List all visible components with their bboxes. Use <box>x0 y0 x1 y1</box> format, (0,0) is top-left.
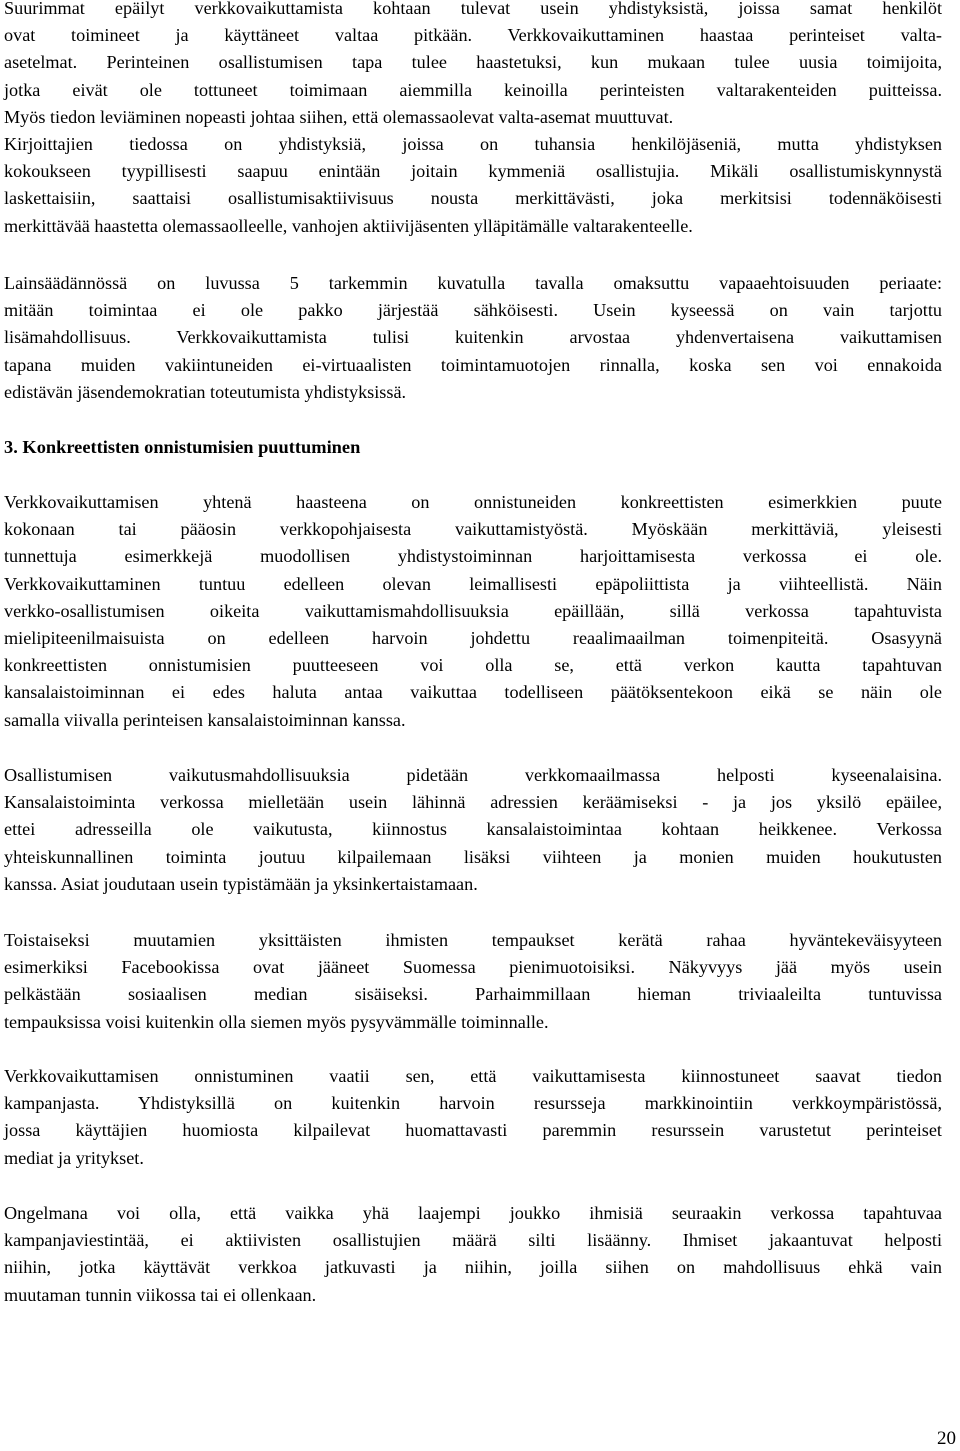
text-line: kanssa. Asiat joudutaan usein typistämään ja yksinkertaistamaan. <box>4 873 478 894</box>
text-line: Lainsäädännössä on luvussa 5 tarkemmin kuvatulla tavalla omaksuttu vapaaehtoisuuden periaate: <box>4 273 942 293</box>
text-line: Suurimmat epäilyt verkkovaikuttamista kohtaan tulevat usein yhdistyksistä, joissa samat henkilöt <box>4 0 942 18</box>
text-line: merkittävää haastetta olemassaolleelle, vanhojen aktiivijäsenten ylläpitämälle valtarakenteelle. <box>4 215 693 236</box>
text-line: jossa käyttäjien huomiosta kilpailevat huomattavasti paremmin resurssein varustetut perinteiset <box>4 1120 942 1141</box>
text-line: tunnettuja esimerkkejä muodollisen yhdistystoiminnan harjoittamisesta verkossa ei ole. <box>4 546 942 567</box>
text-line: Myös tiedon leviäminen nopeasti johtaa siihen, että olemassaolevat valta-asemat muuttuvat. <box>4 106 674 127</box>
text-line: Verkkovaikuttaminen tuntuu edelleen olevan leimallisesti epäpoliittista ja viihteellistä. Näin <box>4 573 942 594</box>
text-line: mitään toimintaa ei ole pakko järjestää sähköisesti. Usein kyseessä on vain tarjottu <box>4 300 942 321</box>
text-line: Osallistumisen vaikutusmahdollisuuksia pidetään verkkomaailmassa helposti kyseenalaisina. <box>4 765 942 785</box>
text-line: kansalaistoiminnan ei edes haluta antaa vaikuttaa todelliseen päätöksentekoon eikä se näin ole <box>4 682 942 703</box>
paragraph-1 <box>4 0 942 240</box>
paragraph-5 <box>4 927 942 1036</box>
text-line: Kirjoittajien tiedossa on yhdistyksiä, joissa on tuhansia henkilöjäseniä, mutta yhdistyksen <box>4 134 942 155</box>
paragraph-6 <box>4 1063 942 1172</box>
page-number: 20 <box>937 1428 956 1449</box>
text-line: laskettaisiin, saattaisi osallistumisaktiivisuus nousta merkittävästi, joka merkitsisi todennäköisesti <box>4 188 942 209</box>
text-line: lisämahdollisuus. Verkkovaikuttamista tulisi kuitenkin arvostaa yhdenvertaisena vaikuttamisen <box>4 327 942 348</box>
paragraph-3 <box>4 489 942 734</box>
text-line: ovat toimineet ja käyttäneet valtaa pitkään. Verkkovaikuttaminen haastaa perinteiset valta- <box>4 25 942 46</box>
text-line: mielipiteenilmaisuista on edelleen harvoin johdettu reaalimaailman toimenpiteitä. Osasyynä <box>4 628 942 649</box>
text-line: kampanjaviestintää, ei aktiivisten osallistujien määrä silti lisäänny. Ihmiset jakaantuvat helposti <box>4 1230 942 1251</box>
text-line: esimerkiksi Facebookissa ovat jääneet Suomessa pienimuotoisiksi. Näkyvyys jää myös usein <box>4 957 942 978</box>
text-line: tapana muiden vakiintuneiden ei-virtuaalisten toimintamuotojen rinnalla, koska sen voi ennakoida <box>4 354 942 375</box>
text-line: Verkkovaikuttamisen onnistuminen vaatii sen, että vaikuttamisesta kiinnostuneet saavat tiedon <box>4 1066 942 1086</box>
text-line: edistävän jäsendemokratian toteutumista yhdistyksissä. <box>4 381 407 402</box>
text-line: kokoukseen tyypillisesti saapuu enintään joitain kymmeniä osallistujia. Mikäli osallistumiskynnystä <box>4 161 942 182</box>
section-heading: 3. Konkreettisten onnistumisien puuttuminen <box>4 437 361 457</box>
text-line: pelkästään sosiaalisen median sisäiseksi. Parhaimmillaan hieman triviaaleilta tuntuvissa <box>4 984 942 1005</box>
paragraph-4 <box>4 762 942 898</box>
text-line: niihin, jotka käyttävät verkkoa jatkuvasti ja niihin, joilla siihen on mahdollisuus ehkä vain <box>4 1257 942 1278</box>
text-line: asetelmat. Perinteinen osallistumisen tapa tulee haastetuksi, kun mukaan tulee uusia toimijoita, <box>4 52 942 73</box>
paragraph-7 <box>4 1200 942 1309</box>
text-line: tempauksissa voisi kuitenkin olla siemen myös pysyvämmälle toiminnalle. <box>4 1011 549 1032</box>
text-line: kampanjasta. Yhdistyksillä on kuitenkin harvoin resursseja markkinointiin verkkoympäristössä, <box>4 1093 942 1114</box>
text-line: Kansalaistoiminta verkossa mielletään usein lähinnä adressien keräämiseksi - ja jos yksilö epäilee, <box>4 792 942 813</box>
text-line: verkko-osallistumisen oikeita vaikuttamismahdollisuuksia epäillään, sillä verkossa tapahtuvista <box>4 600 942 621</box>
text-line: konkreettisten onnistumisien puutteeseen voi olla se, että verkon kautta tapahtuvan <box>4 655 942 676</box>
text-line: jotka eivät ole tottuneet toimimaan aiemmilla keinoilla perinteisten valtarakenteiden puitteissa. <box>4 79 942 100</box>
text-line: muutaman tunnin viikossa tai ei ollenkaan. <box>4 1284 317 1305</box>
text-line: Toistaiseksi muutamien yksittäisten ihmisten tempaukset kerätä rahaa hyväntekeväisyyteen <box>4 930 942 950</box>
paragraph-2 <box>4 270 942 406</box>
text-line: mediat ja yritykset. <box>4 1147 144 1168</box>
text-line: samalla viivalla perinteisen kansalaistoiminnan kanssa. <box>4 709 406 730</box>
text-line: yhteiskunnallinen toiminta joutuu kilpailemaan lisäksi viihteen ja monien muiden houkutusten <box>4 846 942 867</box>
text-line: Verkkovaikuttamisen yhtenä haasteena on onnistuneiden konkreettisten esimerkkien puute <box>4 492 942 512</box>
text-line: kokonaan tai pääosin verkkopohjaisesta vaikuttamistyöstä. Myöskään merkittäviä, yleisesti <box>4 519 942 540</box>
text-line: ettei adresseilla ole vaikutusta, kiinnostus kansalaistoimintaa kohtaan heikkenee. Verkossa <box>4 819 942 840</box>
text-line: Ongelmana voi olla, että vaikka yhä laajempi joukko ihmisiä seuraakin verkossa tapahtuvaa <box>4 1203 942 1223</box>
